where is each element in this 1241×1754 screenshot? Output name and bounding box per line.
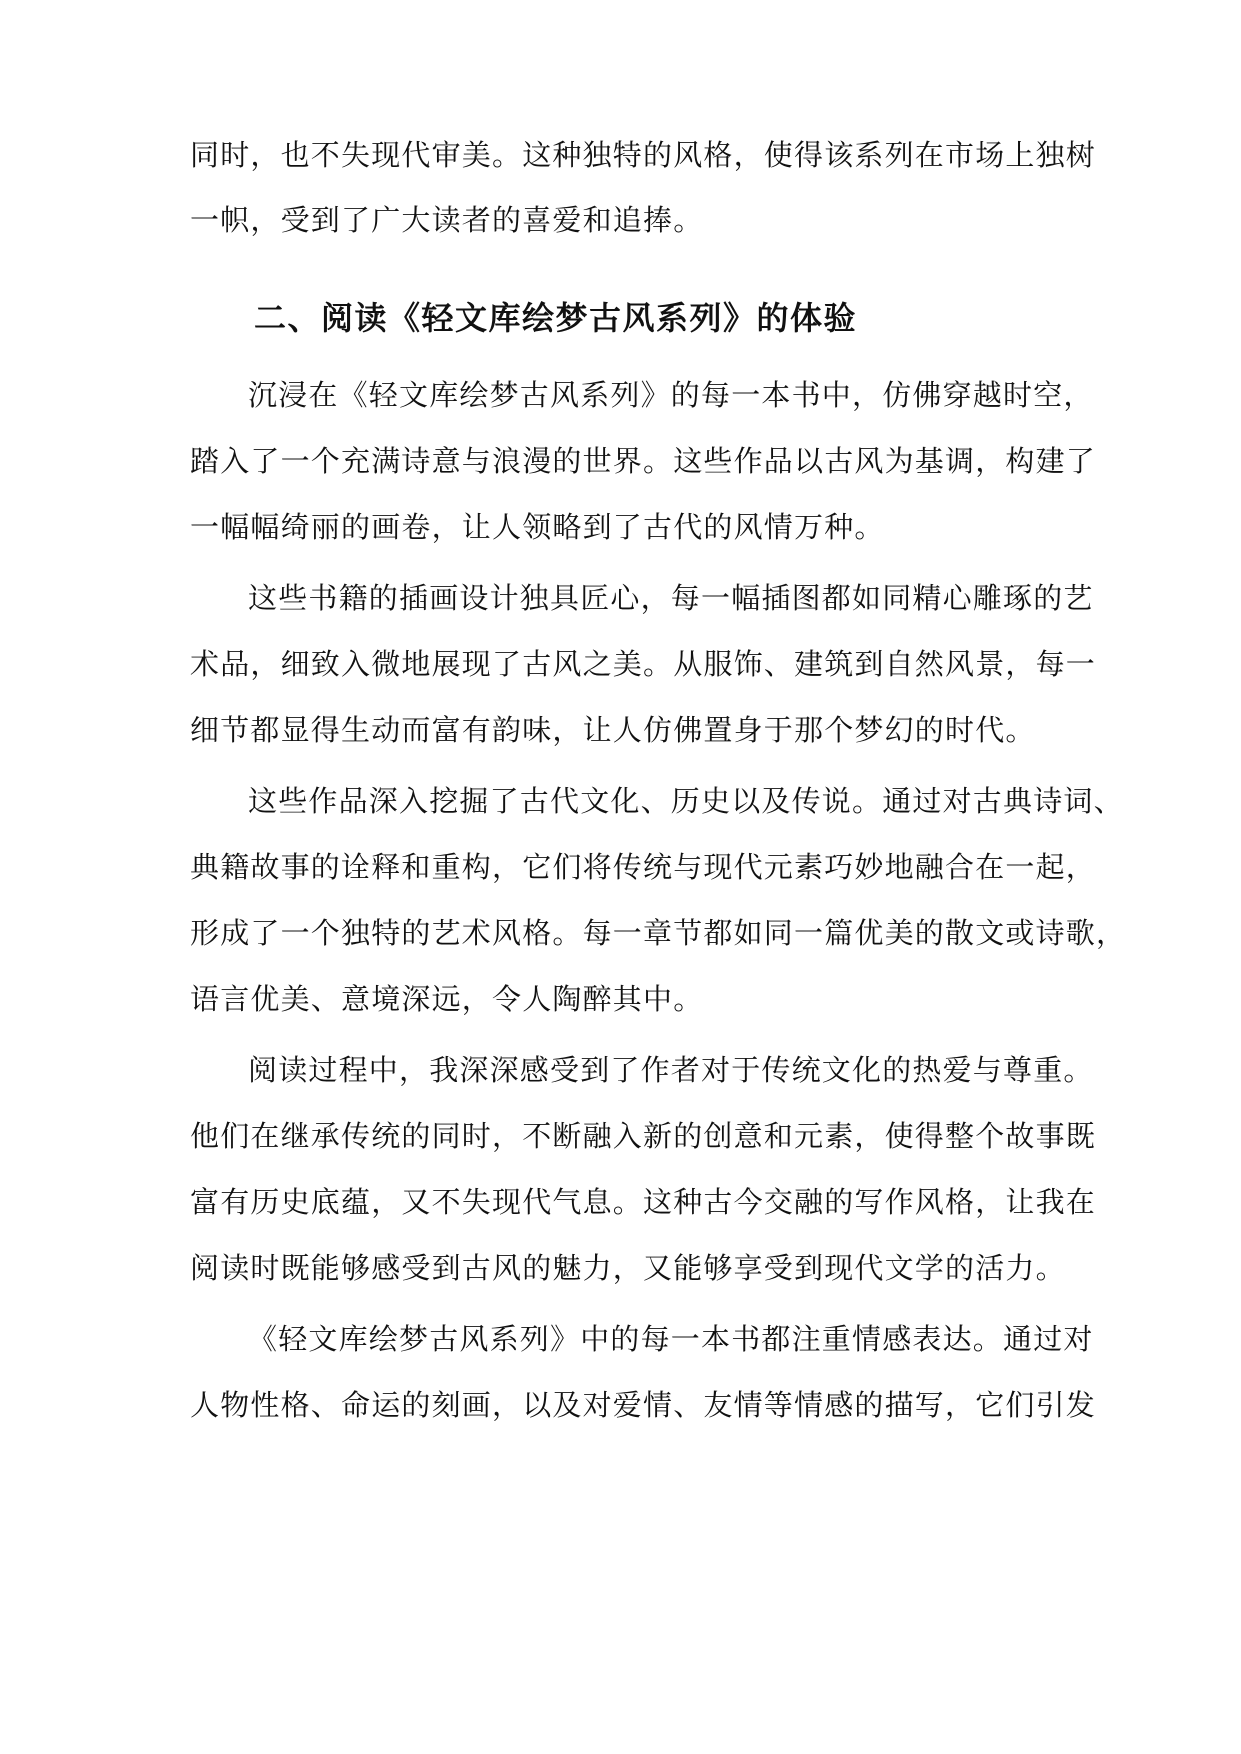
body-text-line: 人物性格、命运的刻画，以及对爱情、友情等情感的描写，它们引发 [190,1388,1097,1422]
section-heading: 二、阅读《轻文库绘梦古风系列》的体验 [254,299,858,337]
body-text-line: 细节都显得生动而富有韵味，让人仿佛置身于那个梦幻的时代。 [190,713,1036,747]
body-text-line: 一幅幅绮丽的画卷，让人领略到了古代的风情万种。 [190,510,885,544]
body-text-line: 踏入了一个充满诗意与浪漫的世界。这些作品以古风为基调，构建了 [190,444,1097,478]
paragraph-first-line: 这些作品深入挖掘了古代文化、历史以及传说。通过对古典诗词、 [248,784,1124,818]
body-text-line: 语言优美、意境深远，令人陶醉其中。 [190,982,704,1016]
body-text-line: 同时，也不失现代审美。这种独特的风格，使得该系列在市场上独树 [190,138,1097,172]
paragraph-first-line: 沉浸在《轻文库绘梦古风系列》的每一本书中，仿佛穿越时空， [248,378,1094,412]
body-text-line: 术品，细致入微地展现了古风之美。从服饰、建筑到自然风景，每一 [190,647,1097,681]
body-text-line: 形成了一个独特的艺术风格。每一章节都如同一篇优美的散文或诗歌， [190,916,1127,950]
body-text-line: 阅读时既能够感受到古风的魅力，又能够享受到现代文学的活力。 [190,1251,1066,1285]
body-text-line: 富有历史底蕴，又不失现代气息。这种古今交融的写作风格，让我在 [190,1185,1097,1219]
body-text-line: 一帜，受到了广大读者的喜爱和追捧。 [190,203,704,237]
paragraph-first-line: 阅读过程中，我深深感受到了作者对于传统文化的热爱与尊重。 [248,1053,1094,1087]
paragraph-first-line: 这些书籍的插画设计独具匠心，每一幅插图都如同精心雕琢的艺 [248,581,1094,615]
body-text-line: 典籍故事的诠释和重构，它们将传统与现代元素巧妙地融合在一起， [190,850,1097,884]
paragraph-first-line: 《轻文库绘梦古风系列》中的每一本书都注重情感表达。通过对 [248,1322,1094,1356]
body-text-line: 他们在继承传统的同时，不断融入新的创意和元素，使得整个故事既 [190,1119,1097,1153]
